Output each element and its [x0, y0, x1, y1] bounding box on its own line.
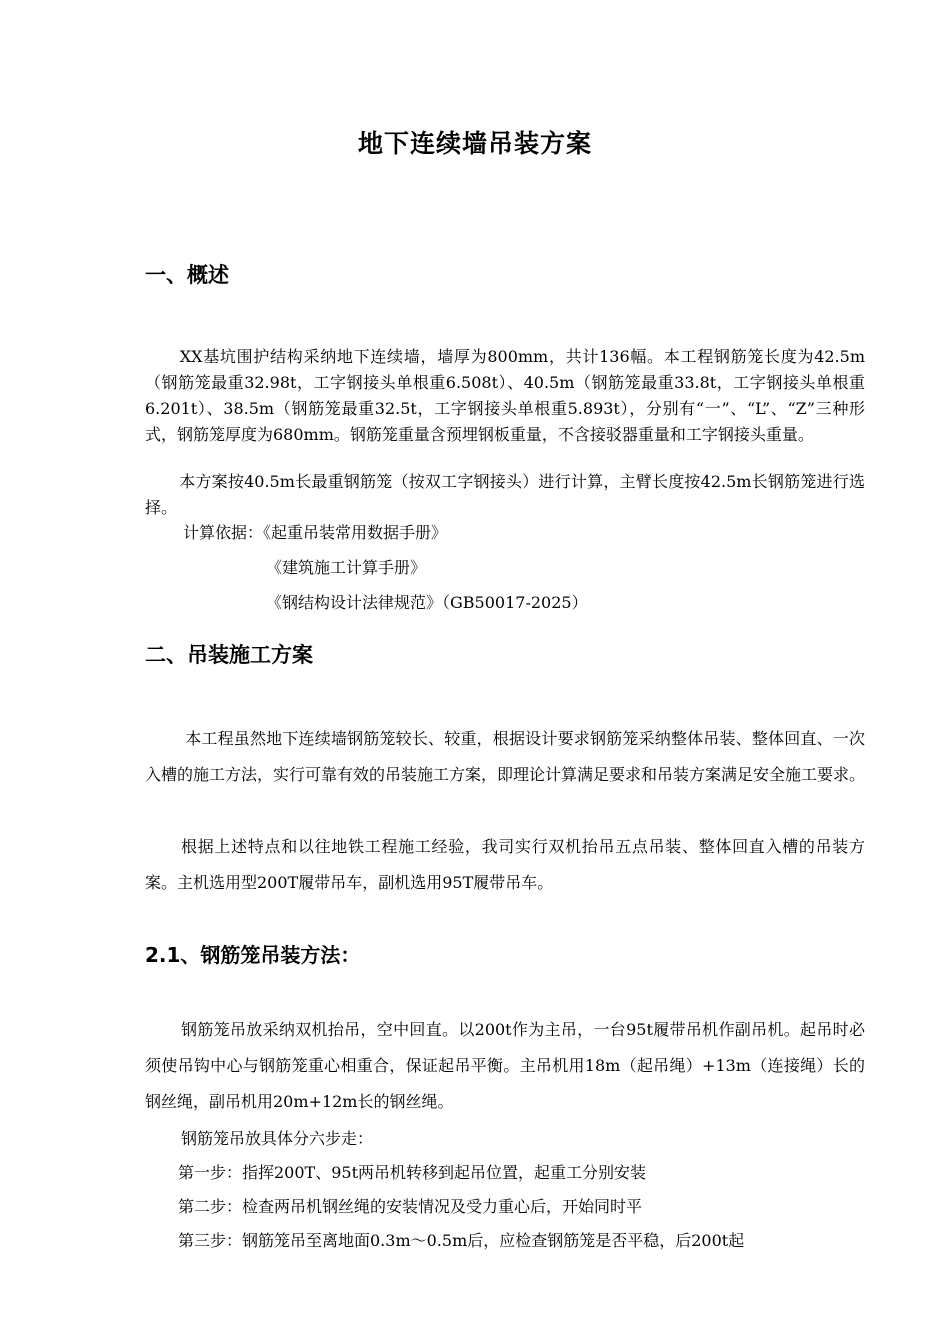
lifting-plan-paragraph-2: 根据上述特点和以往地铁工程施工经验，我司实行双机抬吊五点吊装、整体回直入槽的吊装方案。主机选用型200T履带吊车，副机选用95T履带吊车。 — [145, 837, 865, 892]
section-heading-lifting-plan: 二、吊装施工方案 — [145, 643, 313, 667]
calc-basis-line-2: 《建筑施工计算手册》 — [266, 558, 427, 577]
lifting-plan-paragraph-1: 本工程虽然地下连续墙钢筋笼较长、较重，根据设计要求钢筋笼采纳整体吊装、整体回直、一次入槽的施工方法，实行可靠有效的吊装施工方案，即理论计算满足要求和吊装方案满足安全施工要求。 — [145, 729, 866, 784]
step-1: 第一步：指挥200T、95t两吊机转移到起吊位置，起重工分别安装 — [178, 1163, 647, 1182]
document-title: 地下连续墙吊装方案 — [357, 129, 592, 158]
calc-basis-line-3: 《钢结构设计法律规范》（GB50017-2025） — [266, 593, 588, 612]
cage-lifting-paragraph-1: 钢筋笼吊放采纳双机抬吊，空中回直。以200t作为主吊，一台95t履带吊机作副吊机。起吊时必须使吊钩中心与钢筋笼重心相重合，保证起吊平衡。主吊机用18m（起吊绳）+13m（连接绳）长的钢丝绳，副吊机用20m+12m长的钢丝绳。 — [145, 1020, 865, 1111]
overview-paragraph-2: 本方案按40.5m长最重钢筋笼（按双工字钢接头）进行计算，主臂长度按42.5m长钢筋笼进行选择。 — [145, 472, 865, 517]
calc-basis-line-1: 计算依据：《起重吊装常用数据手册》 — [183, 523, 448, 542]
step-2: 第二步：检查两吊机钢丝绳的安装情况及受力重心后，开始同时平 — [178, 1197, 643, 1216]
steps-intro: 钢筋笼吊放具体分六步走： — [181, 1129, 374, 1148]
overview-paragraph-1: XX基坑围护结构采纳地下连续墙，墙厚为800mm，共计136幅。本工程钢筋笼长度为42.5m（钢筋笼最重32.98t，工字钢接头单根重6.508t）、40.5m（钢筋笼最重33.8t，工字钢接头单根重6.201t）、38.5m（钢筋笼最重32.5t，工字钢接头单根重5.893t），分别有“一”、“L”、“Z”三种形式，钢筋笼厚度为680mm。钢筋笼重量含预埋钢板重量，不含接驳器重量和工字钢接头重量。 — [145, 347, 865, 444]
section-heading-overview: 一、概述 — [145, 263, 229, 287]
step-3: 第三步：钢筋笼吊至离地面0.3m～0.5m后，应检查钢筋笼是否平稳，后200t起 — [178, 1231, 745, 1250]
section-heading-cage-lifting-method: 2.1、钢筋笼吊装方法： — [145, 943, 361, 967]
